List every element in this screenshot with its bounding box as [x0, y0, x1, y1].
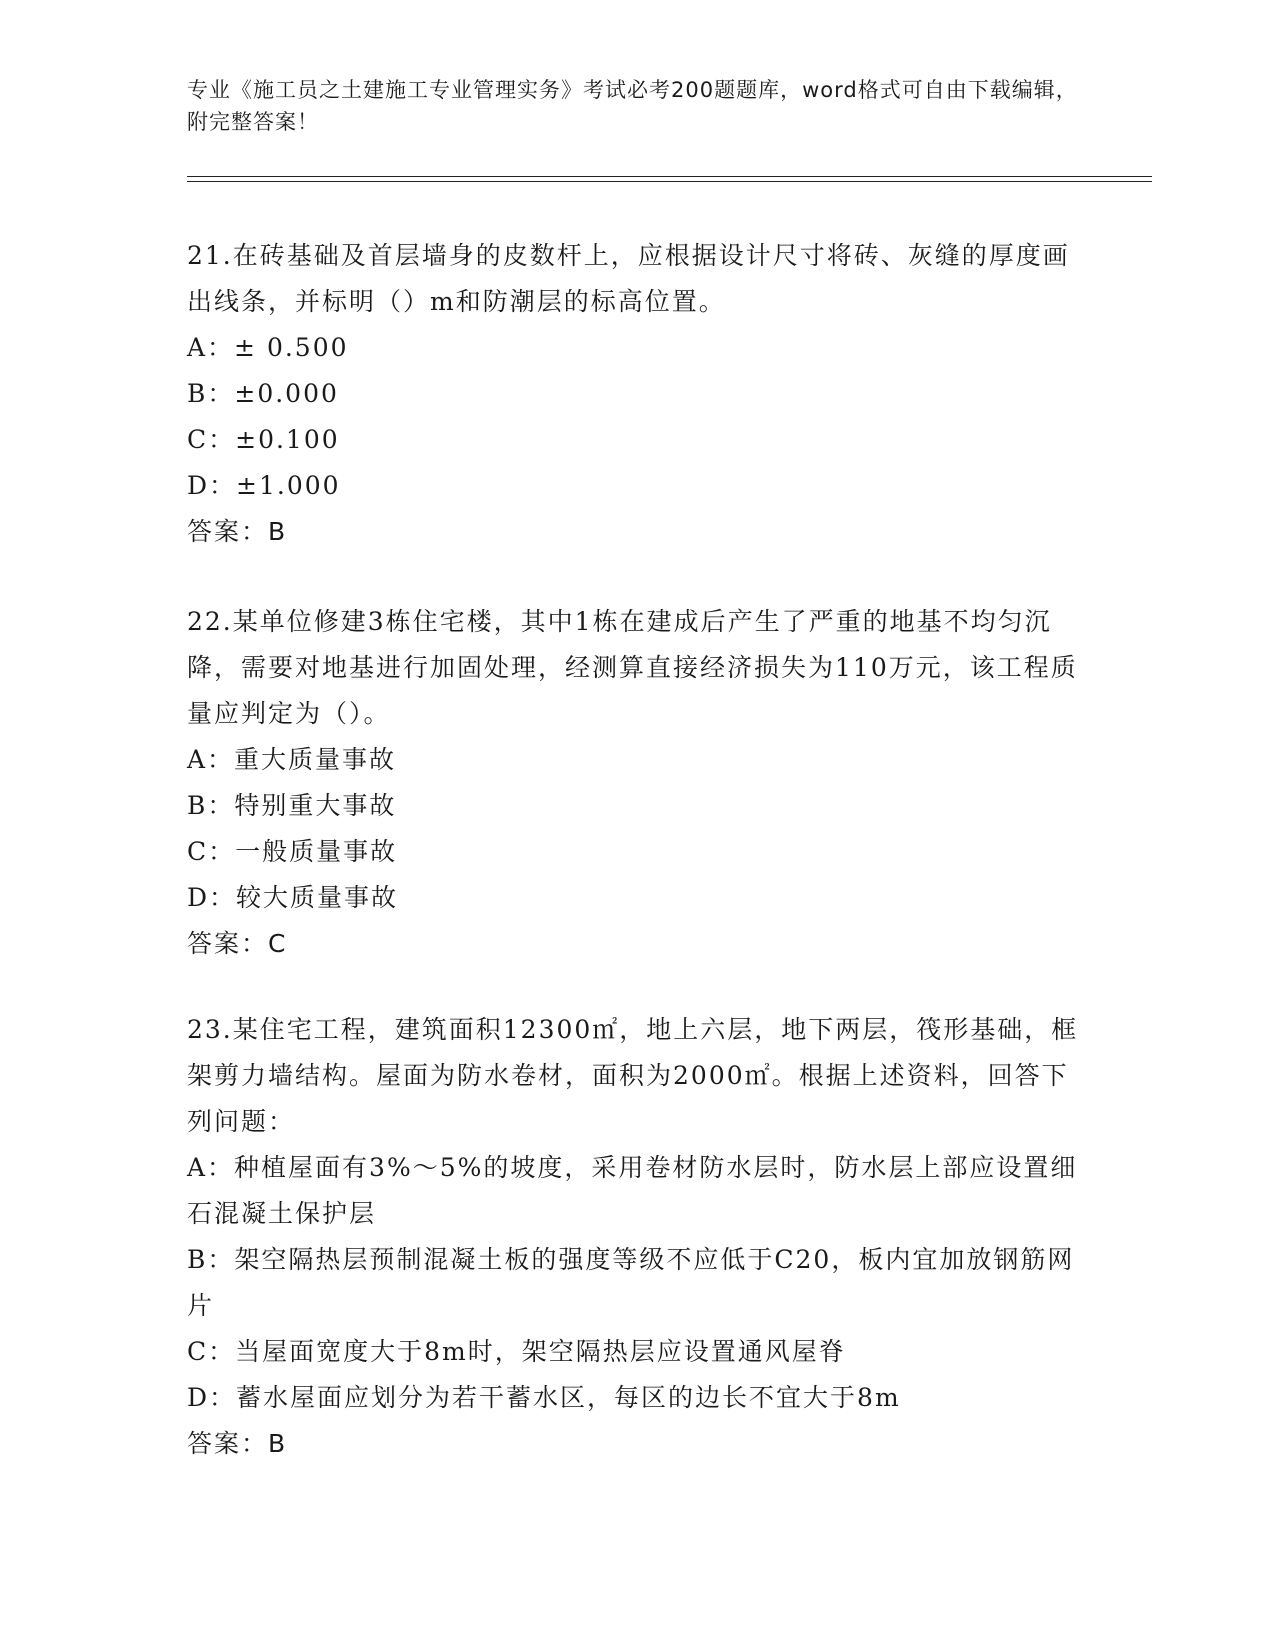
- header-divider-bottom: [187, 181, 1152, 182]
- answer: 答案：B: [187, 517, 288, 546]
- option-a: A：± 0.500: [187, 333, 349, 362]
- question-22: [187, 599, 1087, 967]
- question-23: [187, 1007, 1087, 1467]
- option-d: D：蓄水屋面应划分为若干蓄水区，每区的边长不宜大于8m: [187, 1383, 901, 1412]
- header-title: 专业《施工员之土建施工专业管理实务》考试必考200题题库，word格式可自由下载编辑，附完整答案！: [187, 78, 1078, 134]
- answer: 答案：B: [187, 1429, 288, 1458]
- option-b: B：架空隔热层预制混凝土板的强度等级不应低于C20，板内宜加放钢筋网片: [187, 1245, 1075, 1320]
- option-b: B：±0.000: [187, 379, 339, 408]
- question-stem: 21.在砖基础及首层墙身的皮数杆上，应根据设计尺寸将砖、灰缝的厚度画出线条，并标明（）m和防潮层的标高位置。: [187, 241, 1070, 316]
- option-c: C：±0.100: [187, 425, 340, 454]
- question-stem: 22.某单位修建3栋住宅楼，其中1栋在建成后产生了严重的地基不均匀沉降，需要对地基进行加固处理，经测算直接经济损失为110万元，该工程质量应判定为（）。: [187, 607, 1078, 728]
- option-c: C：一般质量事故: [187, 837, 398, 866]
- option-a: A：种植屋面有3%～5%的坡度，采用卷材防水层时，防水层上部应设置细石混凝土保护层: [187, 1153, 1078, 1228]
- option-d: D：±1.000: [187, 471, 341, 500]
- header-divider-top: [187, 176, 1152, 177]
- question-stem: 23.某住宅工程，建筑面积12300㎡，地上六层，地下两层，筏形基础，框架剪力墙结构。屋面为防水卷材，面积为2000㎡。根据上述资料，回答下列问题：: [187, 1015, 1079, 1136]
- option-a: A：重大质量事故: [187, 745, 397, 774]
- option-c: C：当屋面宽度大于8m时，架空隔热层应设置通风屋脊: [187, 1337, 846, 1366]
- option-b: B：特别重大事故: [187, 791, 397, 820]
- question-21: [187, 233, 1087, 555]
- answer: 答案：C: [187, 929, 288, 958]
- option-d: D：较大质量事故: [187, 883, 399, 912]
- document-header: [187, 74, 1087, 138]
